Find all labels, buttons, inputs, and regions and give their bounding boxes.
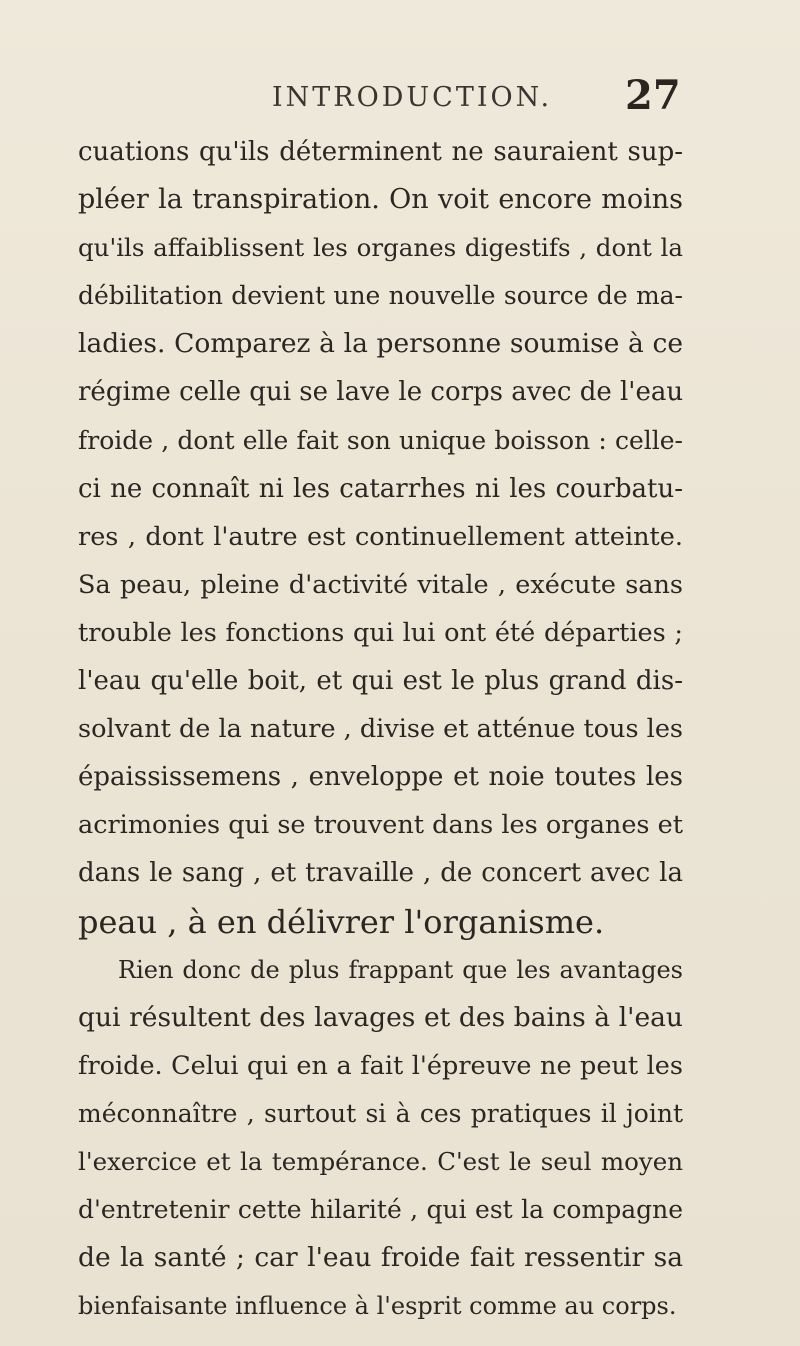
text-line: ci ne connaît ni les catarrhes ni les courbatu- bbox=[78, 473, 683, 504]
text-line: régime celle qui se lave le corps avec de l'eau bbox=[78, 377, 684, 408]
text-line: épaississemens , enveloppe et noie toutes les bbox=[78, 762, 683, 793]
text-line: qu'ils affaiblissent les organes digestifs , dont la bbox=[78, 233, 683, 263]
text-line: cuations qu'ils déterminent ne sauraient sup- bbox=[78, 137, 683, 167]
paragraph-start-line: Rien donc de plus frappant que les avantages bbox=[118, 955, 683, 984]
text-line: froide. Celui qui en a fait l'épreuve ne peut les bbox=[78, 1050, 683, 1081]
text-line: débilitation devient une nouvelle source de ma- bbox=[78, 281, 683, 311]
text-line: Sa peau, pleine d'activité vitale , exécute sans bbox=[78, 569, 683, 600]
running-head bbox=[0, 72, 800, 119]
text-line: acrimonies qui se trouvent dans les organes et bbox=[78, 810, 683, 841]
text-line: ladies. Comparez à la personne soumise à ce bbox=[78, 328, 683, 360]
text-line: l'eau qu'elle boit, et qui est le plus grand dis- bbox=[78, 666, 683, 697]
text-line: res , dont l'autre est continuellement atteinte. bbox=[78, 521, 683, 552]
paragraph-end-line: bienfaisante influence à l'esprit comme au corps. bbox=[78, 1292, 677, 1321]
text-line: l'exercice et la tempérance. C'est le seul moyen bbox=[78, 1146, 683, 1176]
text-line: froide , dont elle fait son unique boisson : celle- bbox=[78, 425, 683, 455]
text-line: trouble les fonctions qui lui ont été départies ; bbox=[78, 617, 683, 648]
text-line: méconnaître , surtout si à ces pratiques il joint bbox=[78, 1098, 683, 1128]
body-text bbox=[78, 128, 683, 1330]
text-line: pléer la transpiration. On voit encore moins bbox=[78, 184, 683, 216]
text-line: de la santé ; car l'eau froide fait ressentir sa bbox=[78, 1242, 683, 1274]
text-line: d'entretenir cette hilarité , qui est la compagne bbox=[78, 1195, 683, 1225]
text-line: qui résultent des lavages et des bains à l'eau bbox=[78, 1001, 683, 1033]
running-head-title: INTRODUCTION. bbox=[272, 82, 553, 113]
page-number: 27 bbox=[625, 72, 681, 119]
paragraph-end-line: peau , à en délivrer l'organisme. bbox=[78, 902, 605, 941]
text-line: dans le sang , et travaille , de concert avec la bbox=[78, 858, 683, 889]
text-line: solvant de la nature , divise et atténue tous les bbox=[78, 714, 684, 745]
